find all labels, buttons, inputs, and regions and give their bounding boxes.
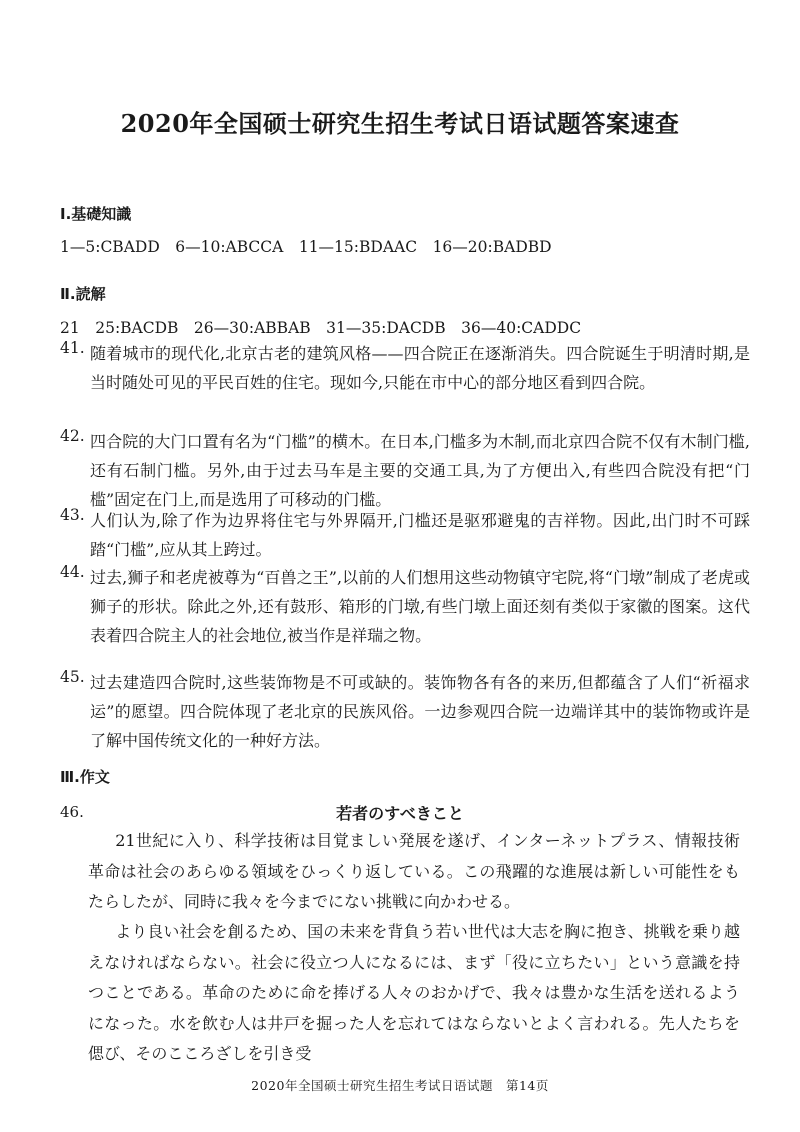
essay-title: 若者のすべきこと xyxy=(336,804,464,823)
essay-number: 46. xyxy=(60,803,84,821)
reading-answer-41 xyxy=(60,339,750,397)
item-number: 42. xyxy=(60,427,85,445)
item-text: 过去建造四合院时,这些装饰物是不可或缺的。装饰物各有各的来历,但都蕴含了人们“祈福求运”的愿望。四合院体现了老北京的民族风俗。一边参观四合院一边端详其中的装饰物或许是了解中国传统文化的一种好方法。 xyxy=(90,673,750,750)
item-text: 人们认为,除了作为边界将住宅与外界隔开,门槛还是驱邪避鬼的吉祥物。因此,出门时不可踩踏“门槛”,应从其上跨过。 xyxy=(90,511,750,559)
page-footer: 2020年全国硕士研究生招生考试日语试题 第14页 xyxy=(251,1078,549,1093)
item-text: 随着城市的现代化,北京古老的建筑风格——四合院正在逐渐消失。四合院诞生于明清时期,是当时随处可见的平民百姓的住宅。现如今,只能在市中心的部分地区看到四合院。 xyxy=(90,344,750,392)
essay-paragraph-1: 21世紀に入り、科学技術は目覚ましい発展を遂げ、インターネットプラス、情報技術革命は社会のあらゆる領域をひっくり返している。この飛躍的な進展は新しい可能性をもたらしたが、同時に我々を今までにない挑戦に向かわせる。 xyxy=(88,831,740,911)
reading-answer-43 xyxy=(60,506,750,564)
item-text: 四合院的大门口置有名为“门槛”的横木。在日本,门槛多为木制,而北京四合院不仅有木制门槛,还有石制门槛。另外,由于过去马车是主要的交通工具,为了方便出入,有些四合院没有把“门槛”固定在门上,而是选用了可移动的门槛。 xyxy=(90,432,750,509)
item-text: 过去,狮子和老虎被尊为“百兽之王”,以前的人们想用这些动物镇守宅院,将“门墩”制成了老虎或狮子的形状。除此之外,还有鼓形、箱形的门墩,有些门墩上面还刻有类似于家徽的图案。这代表着四合院主人的社会地位,被当作是祥瑞之物。 xyxy=(90,568,750,645)
essay-paragraph-2: より良い社会を創るため、国の未来を背負う若い世代は大志を胸に抱き、挑戦を乗り越えなければならない。社会に役立つ人になるには、まず「役に立ちたい」という意識を持つことである。革命のために命を捧げる人々のおかげで、我々は豊かな生活を送れるようになった。水を飲む人は井戸を掘った人を忘れてはならないとよく言われる。先人たちを偲び、そのこころざしを引き受 xyxy=(88,922,740,1063)
item-number: 45. xyxy=(60,668,85,686)
answers-21-40: 21 25:BACDB 26—30:ABBAB 31—35:DACDB 36—40:CADDC xyxy=(60,319,582,337)
reading-answer-45 xyxy=(60,668,750,755)
reading-answer-42 xyxy=(60,427,750,514)
section-heading-reading: Ⅱ.読解 xyxy=(60,285,106,303)
section-heading-composition: Ⅲ.作文 xyxy=(60,768,110,786)
item-number: 44. xyxy=(60,563,85,581)
section-heading-basic-knowledge: Ⅰ.基礎知識 xyxy=(60,205,132,223)
item-number: 43. xyxy=(60,506,85,524)
item-number: 41. xyxy=(60,339,85,357)
page-title: 2020年全国硕士研究生招生考试日语试题答案速查 xyxy=(120,109,680,138)
reading-answer-44 xyxy=(60,563,750,650)
answers-1-20: 1—5:CBADD 6—10:ABCCA 11—15:BDAAC 16—20:BADBD xyxy=(60,238,552,256)
